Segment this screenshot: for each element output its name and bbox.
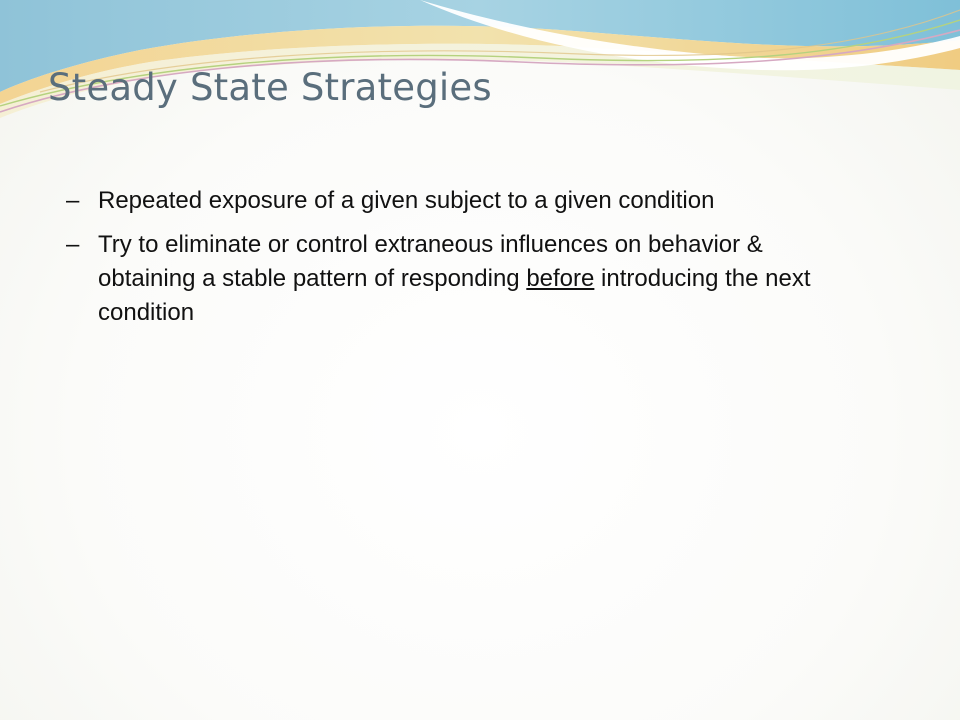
bullet-text-underlined: before [526,265,595,292]
bullet-text-end: introducing the next condition [98,265,811,326]
bullet-marker: – [66,231,80,258]
bullet-marker: – [66,187,80,214]
bullet-item-1 [66,184,846,218]
bullet-list [66,184,846,340]
slide-title: Steady State Strategies [48,66,492,109]
bullet-item-2 [66,228,846,330]
header-wave-decoration [0,0,960,130]
bullet-text: Repeated exposure of a given subject to a given condition [98,187,715,214]
bullet-text-start: Try to eliminate or control extraneous influences on behavior & obtaining a stable pattern of responding [98,231,763,292]
